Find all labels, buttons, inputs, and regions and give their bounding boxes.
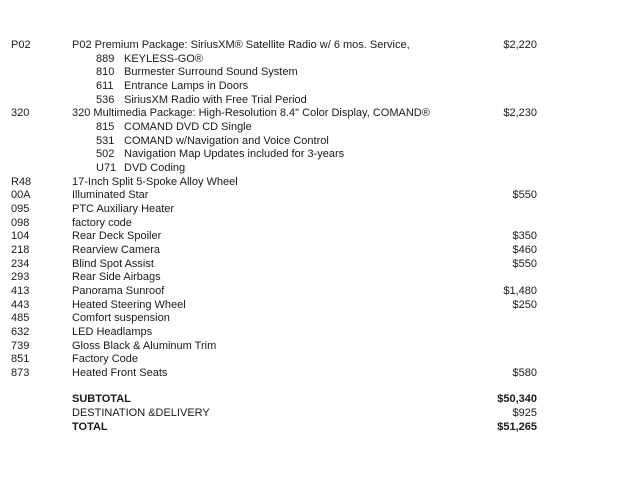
total-row xyxy=(0,420,640,434)
option-row xyxy=(0,298,640,312)
option-code: 443 xyxy=(11,299,30,311)
subitem-code: 815 xyxy=(96,121,115,133)
subitem-description: DVD Coding xyxy=(124,162,186,174)
destination-row xyxy=(0,406,640,420)
subitem-code: 531 xyxy=(96,135,115,147)
subtotal-row xyxy=(0,392,640,406)
subitem-description: Entrance Lamps in Doors xyxy=(124,80,249,92)
option-row xyxy=(0,38,640,52)
option-price: $250 xyxy=(512,299,537,311)
option-description: P02 Premium Package: SiriusXM® Satellite Radio w/ 6 mos. Service, xyxy=(72,39,410,51)
option-code: 00A xyxy=(11,189,31,201)
option-code: 234 xyxy=(11,258,30,270)
option-code: 873 xyxy=(11,367,30,379)
package-subitem-row xyxy=(0,93,640,107)
subitem-description: KEYLESS-GO® xyxy=(124,53,204,65)
total-label: TOTAL xyxy=(72,421,108,433)
subitem-code: U71 xyxy=(96,162,117,174)
option-description: factory code xyxy=(72,217,132,229)
subitem-description: COMAND DVD CD Single xyxy=(124,121,252,133)
option-price: $550 xyxy=(512,258,537,270)
option-row xyxy=(0,106,640,120)
option-row xyxy=(0,366,640,380)
option-code: 218 xyxy=(11,244,30,256)
option-description: Rear Side Airbags xyxy=(72,271,161,283)
option-description: Gloss Black & Aluminum Trim xyxy=(72,340,217,352)
option-price: $1,480 xyxy=(503,285,537,297)
package-subitem-row xyxy=(0,161,640,175)
option-code: 104 xyxy=(11,230,30,242)
option-description: Blind Spot Assist xyxy=(72,258,154,270)
option-price: $350 xyxy=(512,230,537,242)
option-code: 320 xyxy=(11,107,30,119)
subitem-code: 889 xyxy=(96,53,115,65)
option-row xyxy=(0,216,640,230)
subitem-code: 810 xyxy=(96,66,115,78)
option-description: Panorama Sunroof xyxy=(72,285,165,297)
option-row xyxy=(0,257,640,271)
option-row xyxy=(0,175,640,189)
option-description: Comfort suspension xyxy=(72,312,170,324)
option-code: R48 xyxy=(11,176,32,188)
option-description: Illuminated Star xyxy=(72,189,149,201)
subtotal-value: $50,340 xyxy=(497,393,537,405)
option-price: $550 xyxy=(512,189,537,201)
package-subitem-row xyxy=(0,65,640,79)
subitem-description: SiriusXM Radio with Free Trial Period xyxy=(124,94,307,106)
subtotal-label: SUBTOTAL xyxy=(72,393,131,405)
option-row xyxy=(0,229,640,243)
option-row xyxy=(0,325,640,339)
subitem-code: 611 xyxy=(96,80,114,92)
option-description: 17-Inch Split 5-Spoke Alloy Wheel xyxy=(72,176,238,188)
option-price: $2,220 xyxy=(503,39,537,51)
subitem-description: Navigation Map Updates included for 3-years xyxy=(124,148,345,160)
option-code: 293 xyxy=(11,271,30,283)
option-description: 320 Multimedia Package: High-Resolution 8.4" Color Display, COMAND® xyxy=(72,107,430,119)
option-row xyxy=(0,339,640,353)
package-subitem-row xyxy=(0,134,640,148)
option-code: 739 xyxy=(11,340,30,352)
option-description: Heated Front Seats xyxy=(72,367,168,379)
option-price: $580 xyxy=(512,367,537,379)
destination-value: $925 xyxy=(512,407,537,419)
option-code: P02 xyxy=(11,39,31,51)
package-subitem-row xyxy=(0,147,640,161)
option-code: 485 xyxy=(11,312,30,324)
subitem-code: 502 xyxy=(96,148,115,160)
option-code: 413 xyxy=(11,285,30,297)
option-description: Rearview Camera xyxy=(72,244,161,256)
option-description: Factory Code xyxy=(72,353,139,365)
option-row xyxy=(0,311,640,325)
option-row xyxy=(0,202,640,216)
option-price: $460 xyxy=(512,244,537,256)
option-row xyxy=(0,243,640,257)
option-price: $2,230 xyxy=(503,107,537,119)
option-code: 095 xyxy=(11,203,30,215)
subitem-description: Burmester Surround Sound System xyxy=(124,66,298,78)
total-value: $51,265 xyxy=(497,421,537,433)
subitem-code: 536 xyxy=(96,94,115,106)
option-description: Rear Deck Spoiler xyxy=(72,230,162,242)
option-description: LED Headlamps xyxy=(72,326,153,338)
package-subitem-row xyxy=(0,120,640,134)
option-code: 632 xyxy=(11,326,30,338)
option-code: 851 xyxy=(11,353,30,365)
package-subitem-row xyxy=(0,52,640,66)
option-row xyxy=(0,270,640,284)
option-row xyxy=(0,284,640,298)
option-description: PTC Auxiliary Heater xyxy=(72,203,175,215)
option-description: Heated Steering Wheel xyxy=(72,299,186,311)
option-row xyxy=(0,188,640,202)
option-row xyxy=(0,352,640,366)
package-subitem-row xyxy=(0,79,640,93)
option-code: 098 xyxy=(11,217,30,229)
destination-label: DESTINATION &DELIVERY xyxy=(72,407,210,419)
subitem-description: COMAND w/Navigation and Voice Control xyxy=(124,135,329,147)
